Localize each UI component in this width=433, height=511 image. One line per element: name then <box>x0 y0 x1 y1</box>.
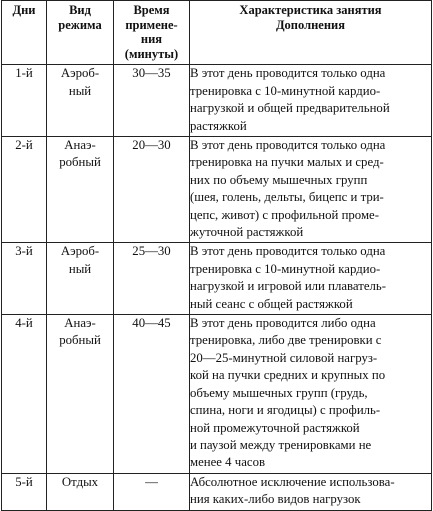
cell-time: 25—30 <box>114 243 190 315</box>
cell-day: 3-й <box>2 243 47 315</box>
cell-mode: Анаэ- робный <box>47 137 114 243</box>
cell-time: 30—35 <box>114 65 190 137</box>
cell-day: 2-й <box>2 137 47 243</box>
table-row <box>2 315 432 474</box>
table-header <box>2 1 432 65</box>
cell-description: В этот день проводится либо одна тренировка, либо две тренировки с 20—25-минутной силовой нагруз- кой на пучки средних и крупных по объему мышечных групп (грудь, спина, ноги и ягодицы) с профиль- ной промежуточной растяжкой и паузой между тренировками не менее 4 часов <box>190 315 432 474</box>
cell-description: Абсолютное исключение использова- ния каких-либо видов нагрузок <box>190 473 432 510</box>
cell-mode: Отдых <box>47 473 114 510</box>
table-row <box>2 137 432 243</box>
cell-time: 20—30 <box>114 137 190 243</box>
cell-mode: Аэроб- ный <box>47 65 114 137</box>
header-mode: Вид режима <box>47 1 114 65</box>
cell-description: В этот день проводится только одна тренировка с 10-минутной кардио- нагрузкой и общей предварительной растяжкой <box>190 65 432 137</box>
table-row <box>2 65 432 137</box>
table-body <box>2 65 432 510</box>
header-day: Дни <box>2 1 47 65</box>
header-description: Характеристика занятия Дополнения <box>190 1 432 65</box>
cell-description: В этот день проводится только одна тренировка на пучки малых и сред- них по объему мышечных групп (шея, голень, дельты, бицепс и три- цепс, живот) с профильной проме- жуточной растяжкой <box>190 137 432 243</box>
cell-time: — <box>114 473 190 510</box>
cell-mode: Анаэ- робный <box>47 315 114 474</box>
cell-day: 4-й <box>2 315 47 474</box>
table-row <box>2 473 432 510</box>
header-time: Время примене- ния (минуты) <box>114 1 190 65</box>
cell-mode: Аэроб- ный <box>47 243 114 315</box>
training-schedule-table <box>1 0 432 511</box>
cell-day: 1-й <box>2 65 47 137</box>
table-row <box>2 243 432 315</box>
cell-day: 5-й <box>2 473 47 510</box>
header-row <box>2 1 432 65</box>
cell-time: 40—45 <box>114 315 190 474</box>
cell-description: В этот день проводится только одна тренировка с 10-минутной кардио- нагрузкой и игровой или плаватель- ный сеанс с общей растяжкой <box>190 243 432 315</box>
